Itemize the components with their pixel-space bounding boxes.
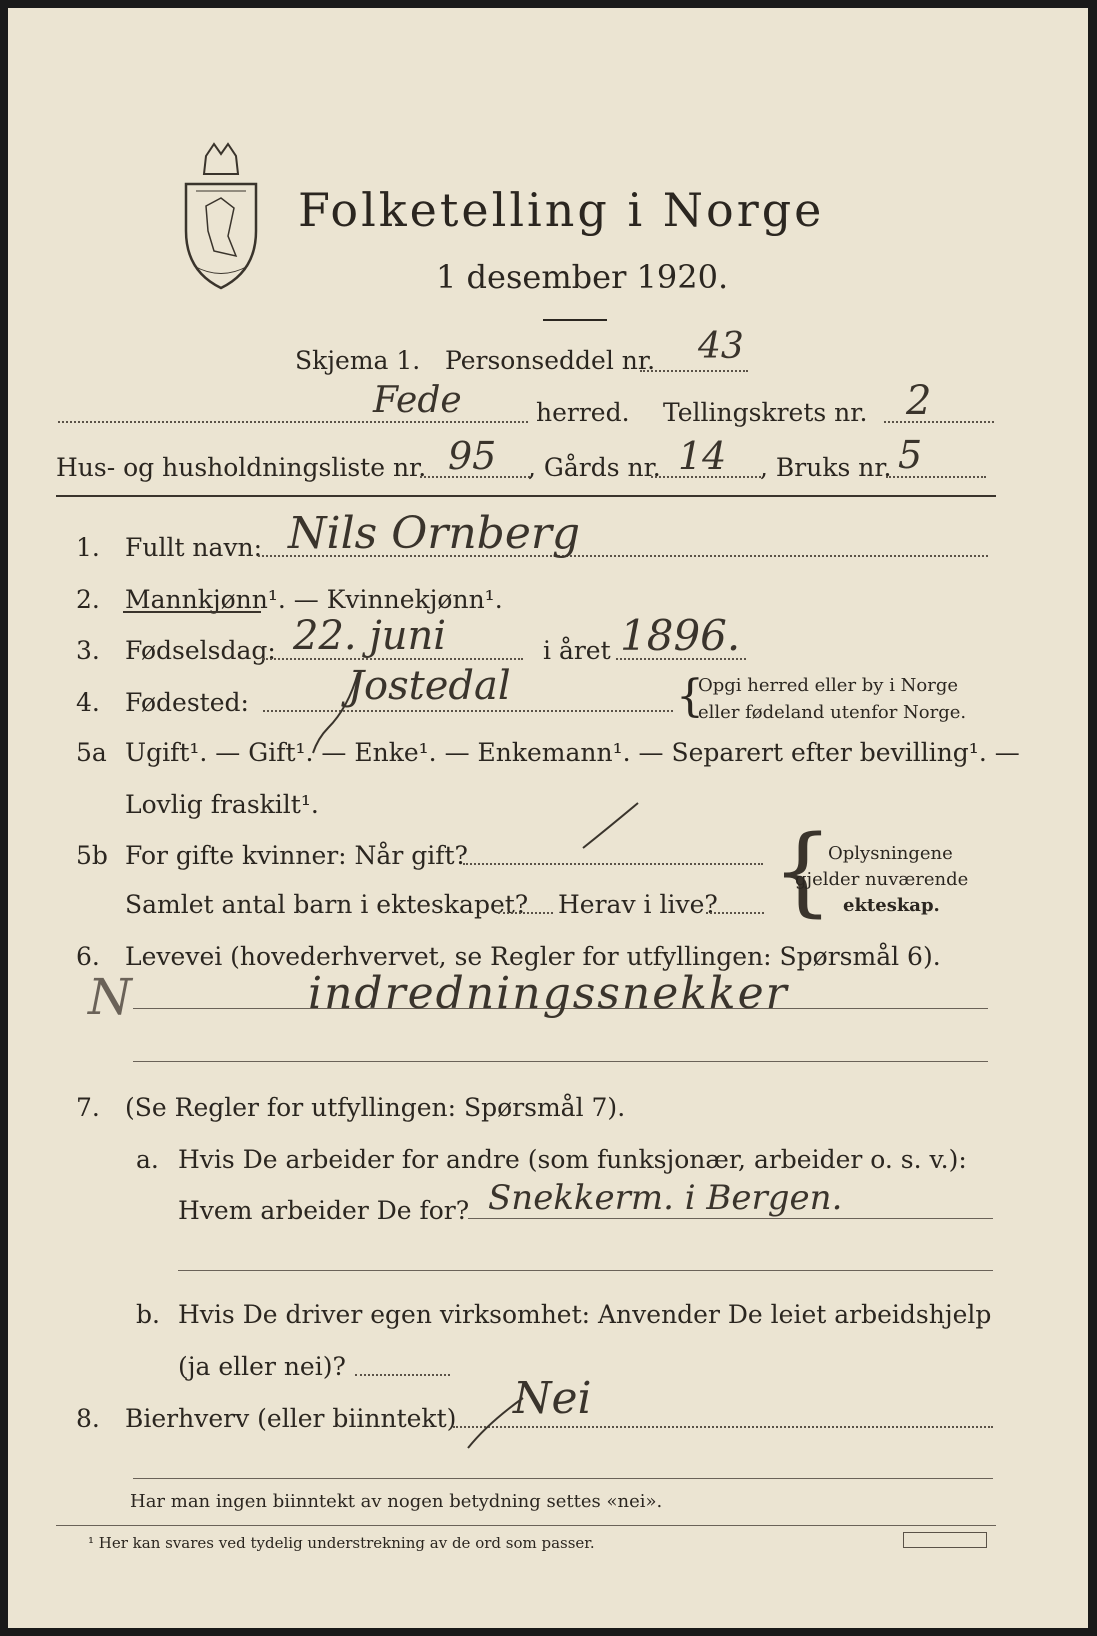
- q5a-number: 5a: [76, 738, 107, 767]
- q7a-line1: Hvis De arbeider for andre (som funksjonær, arbeider o. s. v.):: [178, 1145, 967, 1174]
- q5b-number: 5b: [76, 841, 108, 870]
- q6-margin-mark: N: [88, 968, 132, 1026]
- q3-year-value: 1896.: [620, 611, 741, 660]
- form-title: Folketelling i Norge: [298, 183, 825, 237]
- q4-label: Fødested:: [125, 688, 249, 717]
- q1-value: Nils Ornberg: [288, 508, 581, 559]
- tellingskrets-label: Tellingskrets nr.: [663, 398, 868, 427]
- q5b-line2a: Samlet antal barn i ekteskapet?: [125, 890, 529, 919]
- q7a-value: Snekkerm. i Bergen.: [488, 1178, 843, 1218]
- q5b-children-field[interactable]: [498, 912, 553, 914]
- census-form: [8, 8, 1088, 1628]
- q5b-brace: {: [772, 815, 834, 927]
- q5b-dash-mark: [578, 798, 648, 858]
- herred-value: Fede: [373, 380, 462, 421]
- form-date: 1 desember 1920.: [436, 258, 729, 296]
- coat-of-arms-icon: [176, 136, 266, 296]
- q5b-note2: gjelder nuværende: [795, 869, 969, 890]
- q7b-line2: (ja eller nei)?: [178, 1352, 346, 1381]
- herred-label: herred.: [536, 398, 630, 427]
- q2-underline-mark: [123, 611, 261, 613]
- footer-divider: [56, 1525, 996, 1526]
- q4-brace: {: [676, 671, 704, 722]
- q3-number: 3.: [76, 636, 100, 665]
- q6-line2: [133, 1061, 988, 1062]
- q7a-line-extra: [178, 1270, 993, 1271]
- q7a-line2: Hvem arbeider De for?: [178, 1196, 470, 1225]
- footnote: ¹ Her kan svares ved tydelig understrekning av de ord som passer.: [88, 1534, 595, 1552]
- herred-field[interactable]: [58, 421, 528, 423]
- q7a-letter: a.: [136, 1145, 159, 1174]
- q7-label: (Se Regler for utfyllingen: Spørsmål 7).: [125, 1093, 626, 1122]
- tellingskrets-field[interactable]: [884, 421, 994, 423]
- q7a-field[interactable]: [468, 1218, 993, 1219]
- q8-field[interactable]: [453, 1426, 993, 1428]
- q3-value: 22. juni: [293, 613, 447, 659]
- printer-stamp: [903, 1532, 987, 1548]
- q8-pen-mark: [463, 1393, 533, 1453]
- q4-value: Jostedal: [348, 663, 511, 709]
- q7b-letter: b.: [136, 1300, 160, 1329]
- q1-number: 1.: [76, 533, 100, 562]
- q2-number: 2.: [76, 585, 100, 614]
- q5b-line1: For gifte kvinner: Når gift?: [125, 841, 468, 870]
- personseddel-value: 43: [698, 326, 744, 367]
- q4-note-line2: eller fødeland utenfor Norge.: [698, 702, 967, 723]
- q8-label: Bierhverv (eller biinntekt): [125, 1404, 457, 1433]
- q5b-note1: Oplysningene: [828, 843, 953, 864]
- gards-label: , Gårds nr.: [528, 453, 661, 482]
- bruks-label: , Bruks nr.: [760, 453, 892, 482]
- q7b-line1: Hvis De driver egen virksomhet: Anvender De leiet arbeidshjelp: [178, 1300, 992, 1329]
- q5a-line2: Lovlig fraskilt¹.: [125, 790, 319, 819]
- personseddel-field[interactable]: [640, 370, 748, 372]
- q8-number: 8.: [76, 1404, 100, 1433]
- q3-label: Fødselsdag:: [125, 636, 276, 665]
- title-divider: [543, 319, 607, 321]
- q6-value: indredningssnekker: [308, 968, 789, 1019]
- personseddel-label: Personseddel nr.: [445, 346, 656, 375]
- skjema-label: Skjema 1.: [295, 346, 421, 375]
- q4-note-line1: Opgi herred eller by i Norge: [698, 675, 959, 696]
- q7b-field[interactable]: [355, 1374, 450, 1376]
- q5a-line1: Ugift¹. — Gift¹. — Enke¹. — Enkemann¹. — Separert efter bevilling¹. —: [125, 738, 1020, 767]
- tellingskrets-value: 2: [906, 378, 932, 424]
- footer-note: Har man ingen biinntekt av nogen betydning settes «nei».: [130, 1491, 663, 1512]
- q5b-when-married-field[interactable]: [463, 863, 763, 865]
- q1-label: Fullt navn:: [125, 533, 263, 562]
- q6-label: Levevei (hovederhvervet, se Regler for utfyllingen: Spørsmål 6).: [125, 942, 941, 971]
- q5b-note3: ekteskap.: [843, 895, 940, 916]
- q6-number: 6.: [76, 942, 100, 971]
- header-divider: [56, 495, 996, 497]
- q7-number: 7.: [76, 1093, 100, 1122]
- gards-value: 14: [678, 434, 727, 478]
- q2-label: Mannkjønn¹. — Kvinnekjønn¹.: [125, 585, 503, 614]
- q5a-pen-mark: [308, 668, 378, 758]
- q4-number: 4.: [76, 688, 100, 717]
- q8-value: Nei: [513, 1373, 592, 1424]
- q5b-alive-field[interactable]: [706, 912, 764, 914]
- q5b-line2b: Herav i live?: [558, 890, 718, 919]
- bruks-value: 5: [898, 433, 923, 477]
- q3-year-label: i året: [543, 636, 611, 665]
- q8-line2: [133, 1478, 993, 1479]
- hus-label: Hus- og husholdningsliste nr.: [56, 453, 427, 482]
- hus-value: 95: [448, 434, 497, 478]
